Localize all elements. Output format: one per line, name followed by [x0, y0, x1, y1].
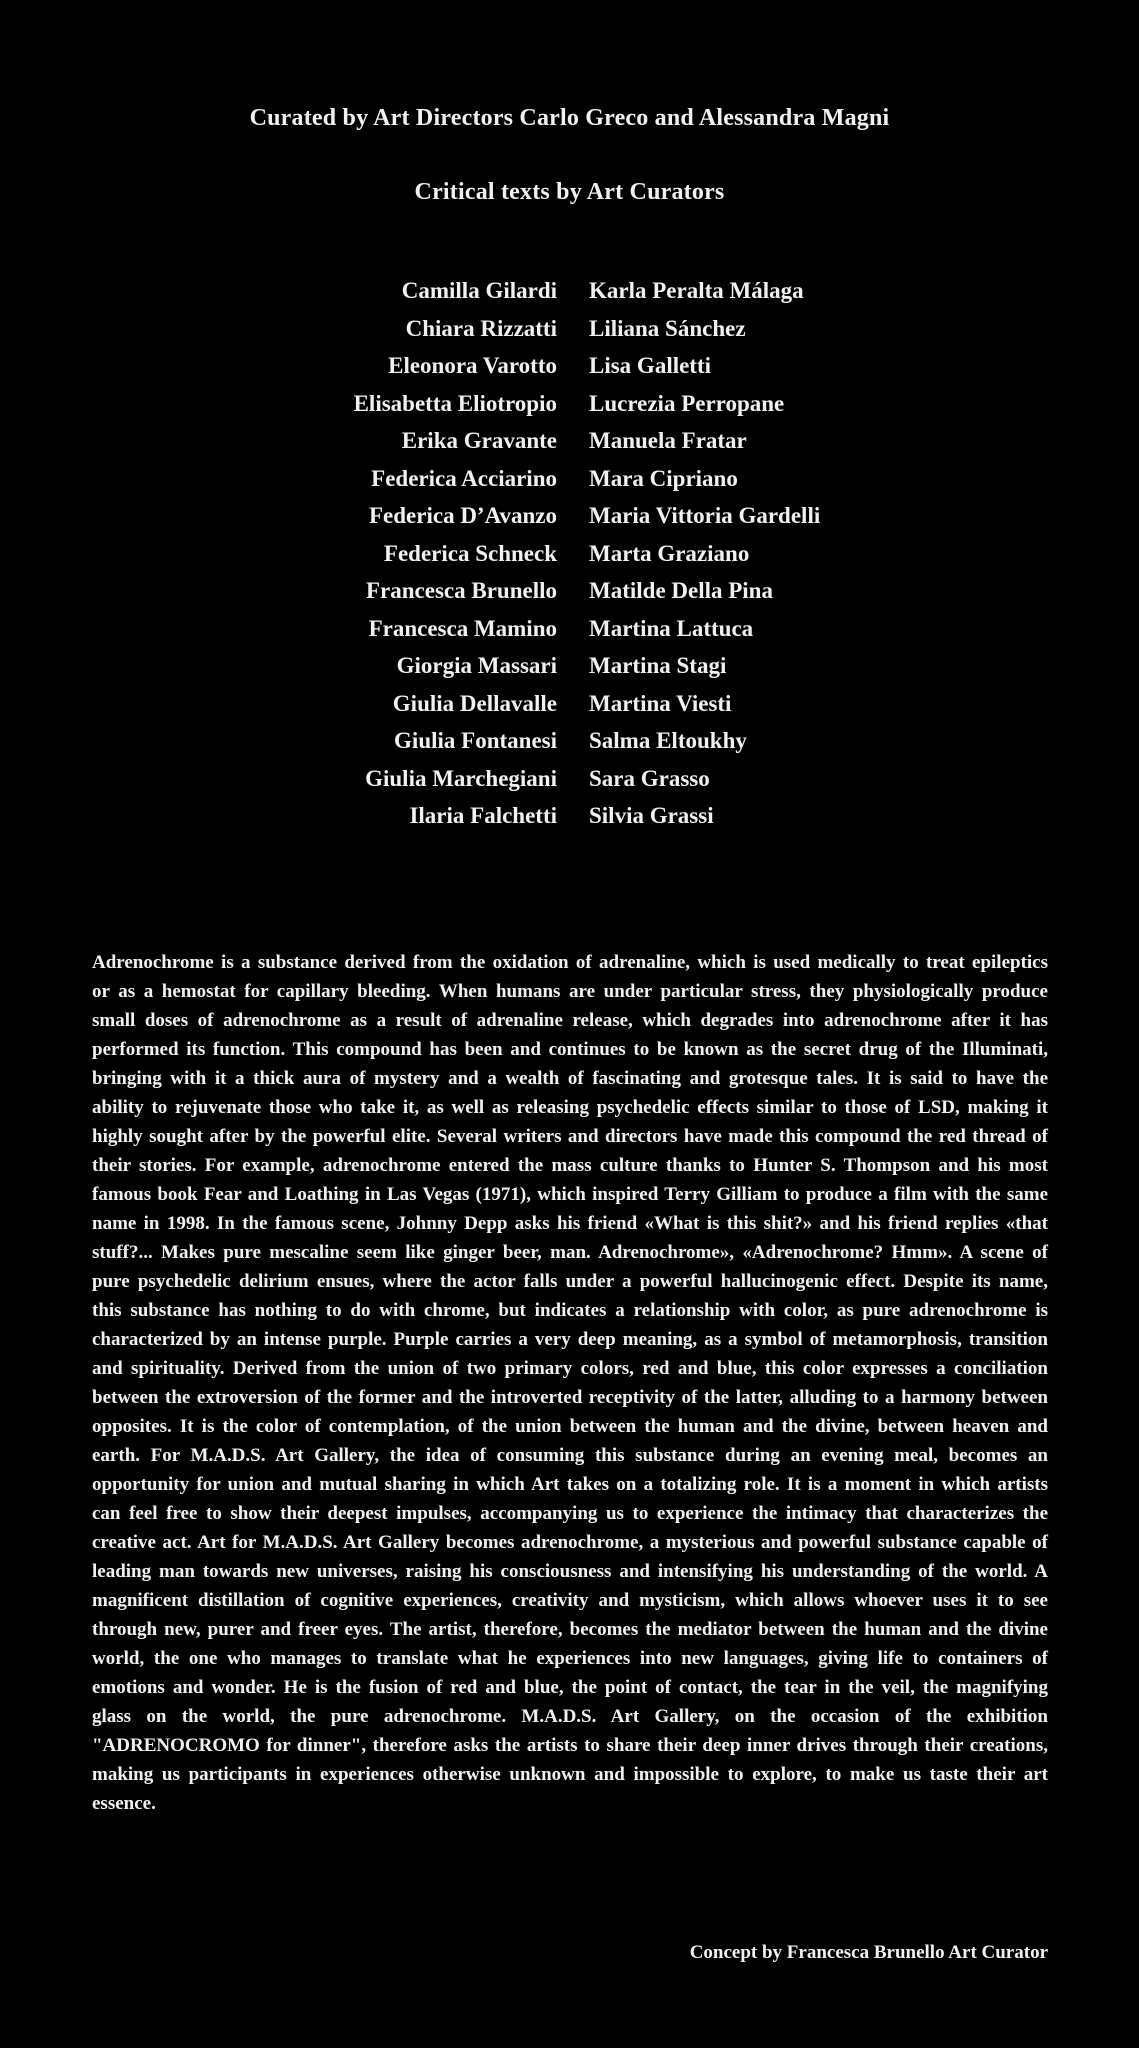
- curator-name: Federica Schneck: [383, 540, 557, 566]
- curator-name: Karla Peralta Málaga: [589, 278, 804, 303]
- curator-name: Martina Stagi: [589, 653, 727, 678]
- curator-name: Giulia Fontanesi: [394, 728, 557, 753]
- curator-name: Manuela Fratar: [589, 428, 747, 453]
- curator-name: Federica Acciarino: [371, 465, 557, 491]
- curator-name: Francesca Brunello: [366, 578, 557, 603]
- curator-name: Francesca Mamino: [368, 615, 557, 641]
- curators-column-right: [573, 272, 1048, 835]
- curated-by-line: Curated by Art Directors Carlo Greco and Alessandra Magni: [249, 105, 890, 131]
- curator-name: Liliana Sánchez: [589, 315, 746, 341]
- curator-name: Ilaria Falchetti: [409, 803, 557, 828]
- curator-name: Elisabetta Eliotropio: [353, 390, 557, 416]
- curator-name: Maria Vittoria Gardelli: [589, 503, 821, 528]
- curator-name: Salma Eltoukhy: [589, 728, 747, 753]
- curator-name: Martina Lattuca: [589, 615, 754, 641]
- curator-name: Chiara Rizzatti: [405, 315, 557, 341]
- curator-name: Camilla Gilardi: [401, 278, 557, 303]
- curator-name: Lisa Galletti: [589, 353, 712, 378]
- curator-name: Lucrezia Perropane: [589, 390, 785, 416]
- curators-list: [92, 272, 1048, 835]
- curator-name: Federica D’Avanzo: [369, 503, 557, 528]
- curator-name: Erika Gravante: [401, 428, 557, 453]
- curator-name: Silvia Grassi: [589, 803, 714, 828]
- curator-name: Matilde Della Pina: [589, 578, 773, 603]
- curator-name: Giulia Marchegiani: [365, 765, 557, 791]
- curator-name: Mara Cipriano: [589, 465, 738, 491]
- curator-name: Sara Grasso: [589, 765, 710, 791]
- curator-name: Giorgia Massari: [396, 653, 557, 678]
- concept-credit: Concept by Francesca Brunello Art Curator: [689, 1942, 1048, 1963]
- curators-column-left: [92, 272, 573, 835]
- curator-name: Eleonora Varotto: [388, 353, 557, 378]
- curator-name: Giulia Dellavalle: [392, 690, 557, 716]
- curator-name: Marta Graziano: [589, 540, 750, 566]
- curator-name: Martina Viesti: [589, 690, 732, 716]
- critical-texts-line: Critical texts by Art Curators: [414, 179, 725, 205]
- essay-text: Adrenochrome is a substance derived from the oxidation of adrenaline, which is used medically to treat epileptics or as a hemostat for capillary bleeding. When humans are under particular stress, they physiologically produce small doses of adrenochrome as a result of adrenaline release, which degrades into adrenochrome after it has performed its function. This compound has been and continues to be known as the secret drug of the Illuminati, bringing with it a thick aura of mystery and a wealth of fascinating and grotesque tales. It is said to have the ability to rejuvenate those who take it, as well as releasing psychedelic effects similar to those of LSD, making it highly sought after by the powerful elite. Several writers and directors have made this compound the red thread of their stories. For example, adrenochrome entered the mass culture thanks to Hunter S. Thompson and his most famous book Fear and Loathing in Las Vegas (1971), which inspired Terry Gilliam to produce a film with the same name in 1998. In the famous scene, Johnny Depp asks his friend «What is this shit?» and his friend replies «that stuff?... Makes pure mescaline seem like ginger beer, man. Adrenochrome», «Adrenochrome? Hmm». A scene of pure psychedelic delirium ensues, where the actor falls under a powerful hallucinogenic effect. Despite its name, this substance has nothing to do with chrome, but indicates a relationship with color, as pure adrenochrome is characterized by an intense purple. Purple carries a very deep meaning, as a symbol of metamorphosis, transition and spirituality. Derived from the union of two primary colors, red and blue, this color expresses a conciliation between the extroversion of the former and the introverted receptivity of the latter, alluding to a harmony between opposites. It is the color of contemplation, of the union between the human and the divine, between heaven and earth. For M.A.D.S. Art Gallery, the idea of consuming this substance during an evening meal, becomes an opportunity for union and mutual sharing in which Art takes on a totalizing role. It is a moment in which artists can feel free to show their deepest impulses, accompanying us to experience the intimacy that characterizes the creative act. Art for M.A.D.S. Art Gallery becomes adrenochrome, a mysterious and powerful substance capable of leading man towards new universes, raising his consciousness and intensifying his understanding of the world. A magnificent distillation of cognitive experiences, creativity and mysticism, which allows whoever uses it to see through new, purer and freer eyes. The artist, therefore, becomes the mediator between the human and the divine world, the one who manages to translate what he experiences into new languages, giving life to containers of emotions and wonder. He is the fusion of red and blue, the point of contact, the tear in the veil, the magnifying glass on the world, the pure adrenochrome. M.A.D.S. Art Gallery, on the occasion of the exhibition "ADRENOCROMO for dinner", therefore asks the artists to share their deep inner drives through their creations, making us participants in experiences otherwise unknown and impossible to explore, to make us taste their art essence.: [92, 952, 1048, 1814]
